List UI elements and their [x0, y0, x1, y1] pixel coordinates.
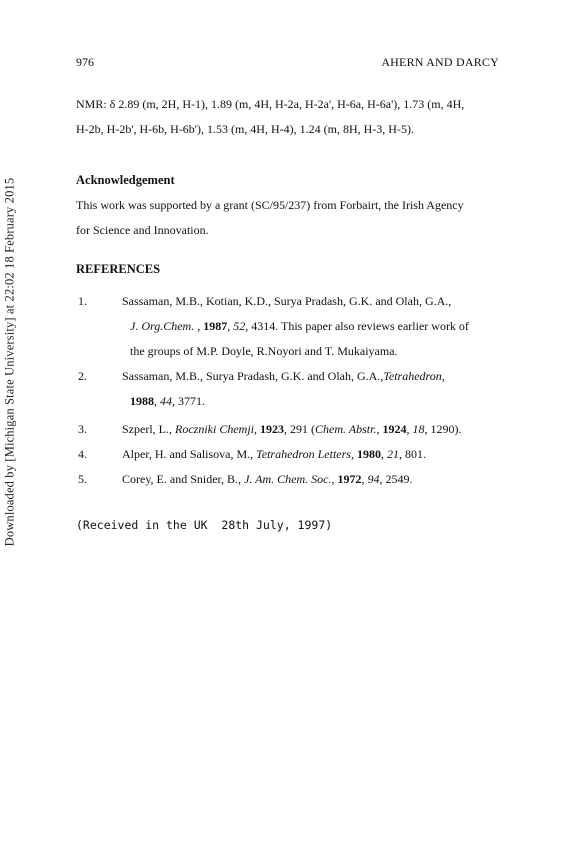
nmr-line: NMR: δ 2.89 (m, 2H, H-1), 1.89 (m, 4H, H-2a, H-2a', H-6a, H-6a'), 1.73 (m, 4H,	[76, 97, 465, 111]
year: 1924	[382, 422, 407, 436]
year: 1980	[356, 447, 381, 461]
volume: 52	[233, 319, 246, 333]
journal-name: Chem. Abstr.	[314, 422, 377, 436]
acknowledgement-section	[76, 168, 506, 243]
running-title: AHERN AND DARCY	[381, 55, 499, 69]
authors: Szperl, L.,	[122, 422, 175, 436]
volume: 18	[412, 422, 425, 436]
acknowledgement-line: This work was supported by a grant (SC/95/237) from Forbairt, the Irish Agency	[76, 198, 464, 212]
journal-name: J. Org.Chem.	[130, 319, 195, 333]
separator: ,	[376, 422, 383, 436]
download-notice: Downloaded by [Michigan State University] at 22:02 18 February 2015	[2, 177, 17, 547]
pages-note: , 4314. This paper also reviews earlier work of	[245, 319, 469, 333]
separator: ,	[154, 394, 160, 408]
pages: , 801.	[398, 447, 426, 461]
reference-line: the groups of M.P. Doyle, R.Noyori and T. Mukaiyama.	[130, 344, 398, 358]
authors: Corey, E. and Snider, B.,	[122, 472, 245, 486]
separator: ,	[380, 447, 387, 461]
reference-line	[122, 422, 461, 437]
journal-name: Roczniki Chemji,	[175, 422, 257, 436]
year: 1988	[130, 394, 154, 408]
year: 1972	[337, 472, 362, 486]
volume: 94	[367, 472, 380, 486]
reference-number: 3.	[78, 422, 87, 436]
pages: , 291 (	[283, 422, 315, 436]
authors: Sassaman, M.B., Surya Pradash, G.K. and Olah, G.A.,	[122, 369, 384, 383]
journal-name: J. Am. Chem. Soc.	[244, 472, 332, 486]
nmr-line: H-2b, H-2b', H-6b, H-6b'), 1.53 (m, 4H, H-4), 1.24 (m, 8H, H-3, H-5).	[76, 122, 414, 136]
separator: ,	[331, 472, 338, 486]
separator: ,	[194, 319, 204, 333]
volume: 44	[160, 394, 172, 408]
references-heading: REFERENCES	[76, 262, 161, 276]
separator: ,	[227, 319, 234, 333]
acknowledgement-heading: Acknowledgement	[76, 173, 175, 187]
download-watermark	[4, 92, 16, 632]
acknowledgement-line: for Science and Innovation.	[76, 223, 209, 237]
separator: ,	[406, 422, 413, 436]
pages: , 3771.	[172, 394, 205, 408]
pages: , 2549.	[379, 472, 413, 486]
reference-number: 5.	[78, 472, 87, 486]
reference-line	[130, 394, 205, 409]
page-number: 976	[76, 55, 94, 69]
nmr-data	[76, 92, 506, 142]
reference-number: 2.	[78, 369, 87, 383]
separator: ,	[361, 472, 368, 486]
reference-number: 4.	[78, 447, 87, 461]
reference-number: 1.	[78, 294, 87, 308]
volume: 21	[386, 447, 399, 461]
reference-line	[122, 472, 413, 487]
year: 1987	[203, 319, 228, 333]
received-note: (Received in the UK 28th July, 1997)	[76, 518, 333, 532]
year: 1923	[259, 422, 284, 436]
reference-line	[122, 447, 426, 462]
reference-line	[122, 369, 445, 384]
journal-name: Tetrahedron Letters,	[256, 447, 354, 461]
authors: Alper, H. and Salisova, M.,	[122, 447, 257, 461]
pages: , 1290).	[424, 422, 462, 436]
journal-name: Tetrahedron,	[383, 369, 445, 383]
reference-line: Sassaman, M.B., Kotian, K.D., Surya Pradash, G.K. and Olah, G.A.,	[122, 294, 452, 308]
reference-line	[130, 319, 469, 334]
